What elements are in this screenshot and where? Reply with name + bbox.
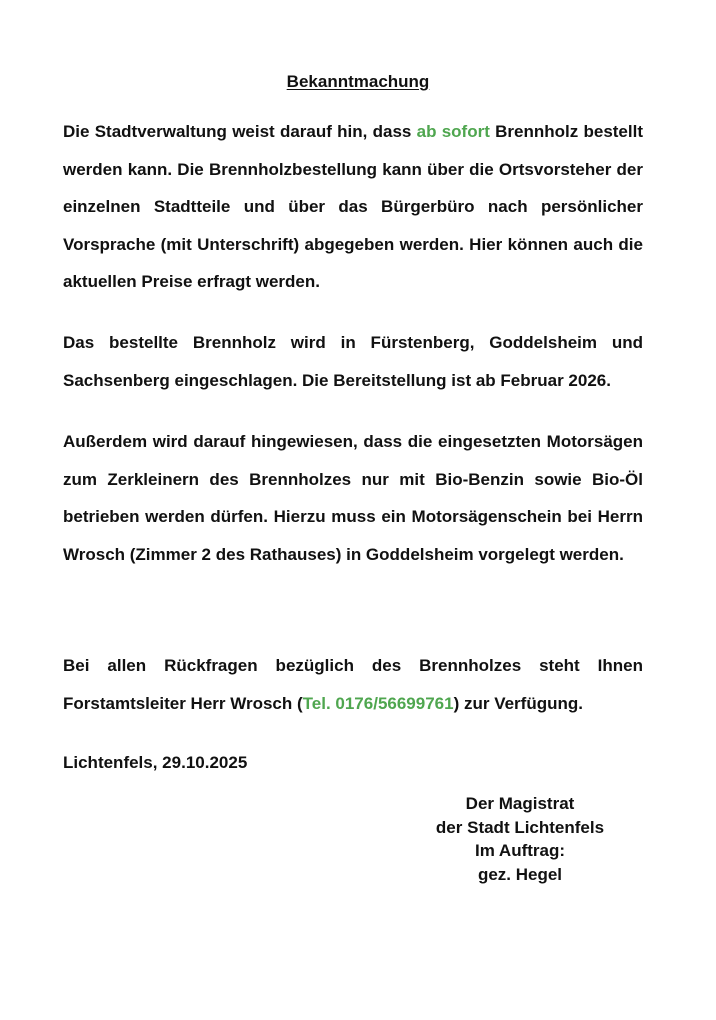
paragraph-ordering-text-end: Brennholz bestellt werden kann. Die Brennholzbestellung kann über die Ortsvorsteher der einzelnen Stadtteile und über das Bürgerbüro nach persönlicher Vorsprache (mit Unterschrift) abgegeben werden. Hier können auch die aktuellen Preise erfragt werden. xyxy=(63,122,643,291)
paragraph-chainsaw-rules: Außerdem wird darauf hingewiesen, dass die eingesetzten Motorsägen zum Zerkleinern des Brennholzes nur mit Bio-Benzin sowie Bio-Öl betrieben werden dürfen. Hierzu muss ein Motorsägenschein bei Herrn Wrosch (Zimmer 2 des Rathauses) in Goddelsheim vorgelegt werden. xyxy=(63,432,643,564)
phone-number: Tel. 0176/56699761 xyxy=(302,693,454,713)
paragraph-contact-text-start: Bei allen Rückfragen bezüglich des Brennholzes steht Ihnen Forstamtsleiter Herr Wrosch ( xyxy=(63,656,643,713)
signature-line-4: gez. Hegel xyxy=(477,864,563,884)
signature-line-1: Der Magistrat xyxy=(465,794,575,813)
paragraph-contact xyxy=(63,647,643,722)
paragraph-contact-text-end: ) zur Verfügung. xyxy=(453,693,583,713)
notice-title: Bekanntmachung xyxy=(286,72,430,91)
place-date: Lichtenfels, 29.10.2025 xyxy=(63,753,248,772)
signature-block xyxy=(400,792,640,886)
signature-line-3: Im Auftrag: xyxy=(474,841,566,860)
signature-line-2: der Stadt Lichtenfels xyxy=(435,817,605,837)
paragraph-delivery: Das bestellte Brennholz wird in Fürstenberg, Goddelsheim und Sachsenberg eingeschlagen. Die Bereitstellung ist ab Februar 2026. xyxy=(63,333,643,390)
paragraph-ordering-text-start: Die Stadtverwaltung weist darauf hin, dass xyxy=(63,122,417,141)
highlight-ab-sofort: ab sofort xyxy=(416,122,490,141)
paragraph-ordering xyxy=(63,113,643,301)
